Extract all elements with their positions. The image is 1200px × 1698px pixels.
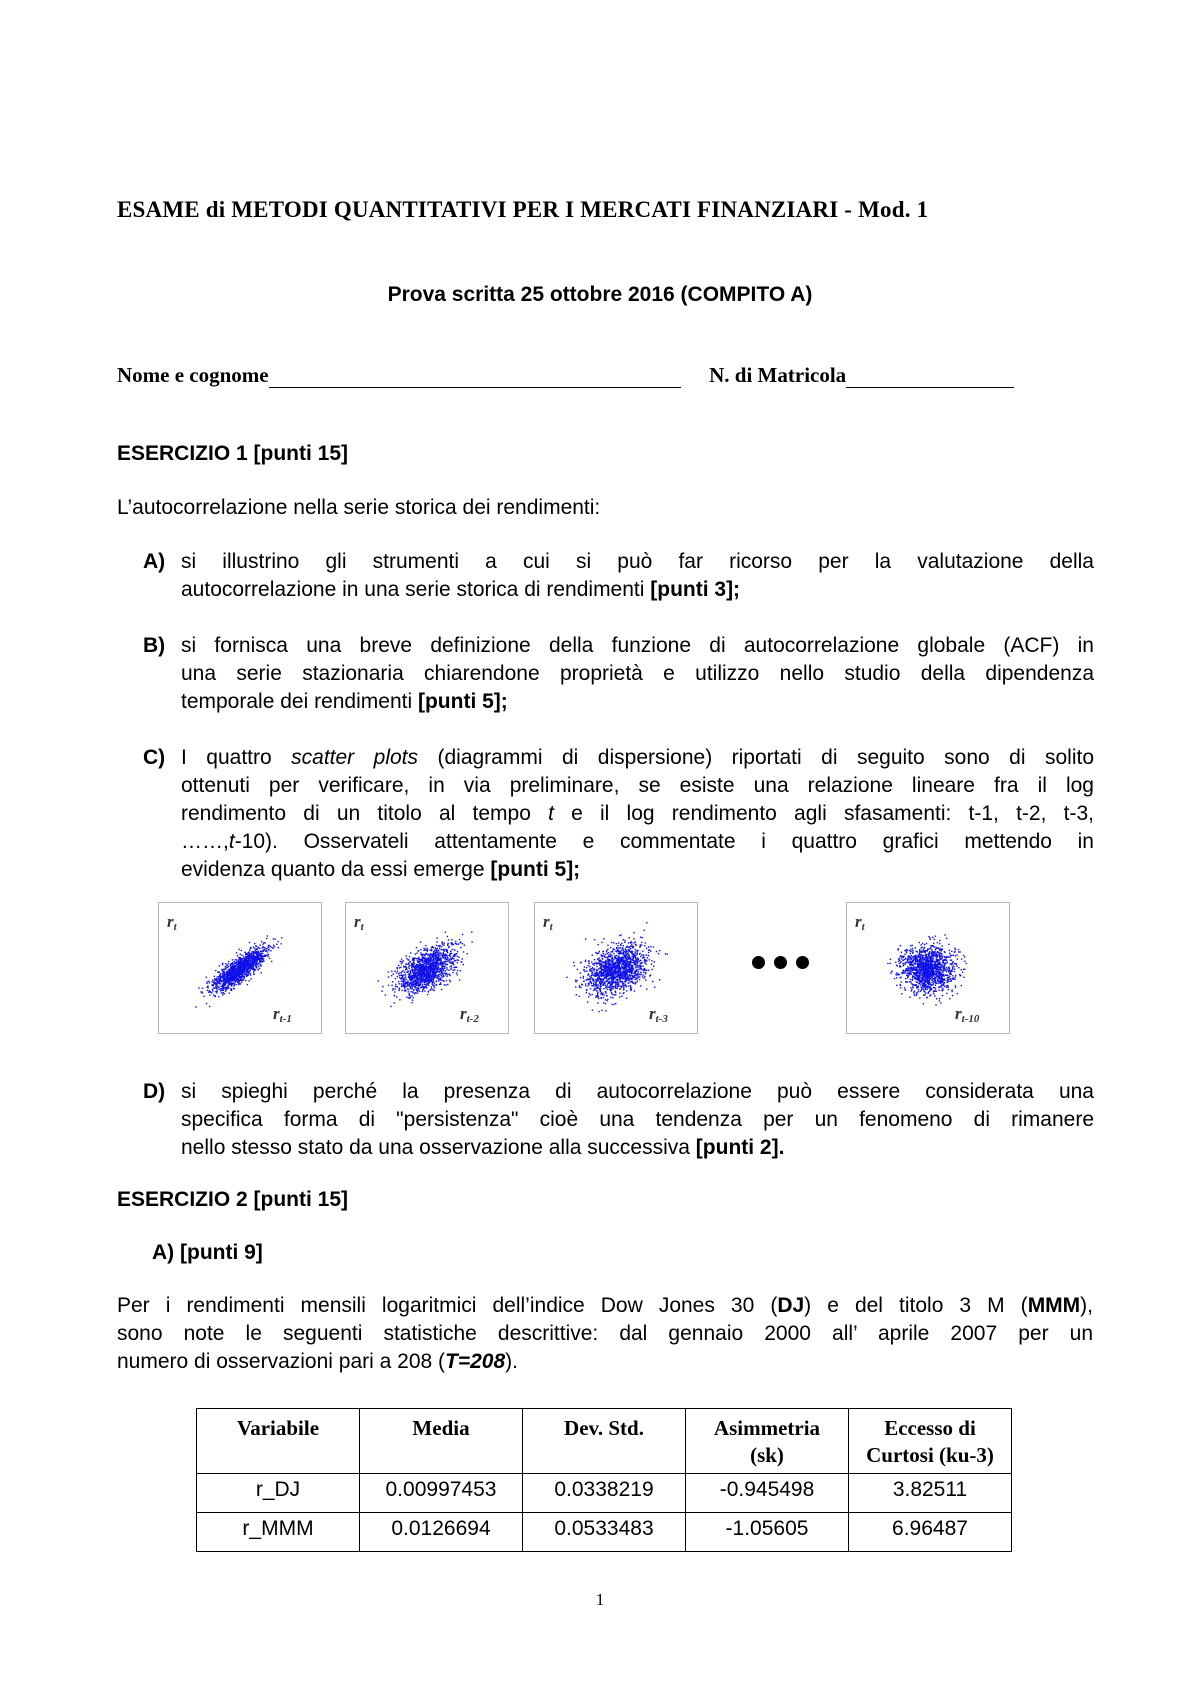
statistics-table: [196, 1408, 1012, 1552]
table-header-cell: Asimmetria (sk): [686, 1409, 849, 1474]
item-d-label: D): [143, 1080, 166, 1103]
x-axis-label: rt-2: [460, 1004, 479, 1025]
table-cell: 0.00997453: [360, 1474, 523, 1513]
scatter-points: [378, 932, 473, 1008]
exam-subtitle: Prova scritta 25 ottobre 2016 (COMPITO A): [387, 283, 813, 306]
item-d-line2: specifica forma di "persistenza" cioè una tendenza per un fenomeno di rimanere: [181, 1108, 1094, 1131]
page-number: 1: [595, 1590, 605, 1609]
exercise-2-sub-a: A) [punti 9]: [152, 1241, 263, 1264]
table-row: [197, 1513, 1012, 1552]
table-cell: 0.0533483: [523, 1513, 686, 1552]
scatter-points: [566, 922, 668, 1012]
scatter-points: [887, 934, 967, 1005]
table-row: [197, 1474, 1012, 1513]
scatter-plots-figure: [158, 902, 1038, 1062]
table-cell: 0.0126694: [360, 1513, 523, 1552]
paragraph-text: ).: [505, 1350, 518, 1373]
exercise-1-item-c: [143, 744, 1094, 884]
scatter-plot-lag-1: [158, 902, 322, 1034]
matricola-input-line[interactable]: [846, 365, 1014, 388]
y-axis-label: rt: [167, 912, 177, 933]
name-input-line[interactable]: [269, 365, 681, 388]
y-axis-label: rt: [543, 912, 553, 933]
table-cell: r_MMM: [197, 1513, 360, 1552]
paragraph-text: Per i rendimenti mensili logaritmici dell’indice Dow Jones 30 (: [117, 1294, 778, 1317]
item-c-line5: evidenza quanto da essi emerge: [181, 858, 491, 881]
paragraph-line2: sono note le seguenti statistiche descrittive: dal gennaio 2000 all’ aprile 2007 per un: [117, 1322, 1093, 1345]
exercise-1-item-b: [143, 632, 1094, 716]
item-c-lags: t-1, t-2, t-3,: [968, 802, 1094, 825]
item-c-t-symbol: t: [228, 830, 235, 853]
item-c-label: C): [143, 746, 166, 769]
table-cell: -1.05605: [686, 1513, 849, 1552]
x-axis-label: rt-10: [955, 1004, 980, 1025]
table-header-cell: Media: [360, 1409, 523, 1474]
scatter-plot-lag-2: [345, 902, 509, 1034]
dj-symbol: DJ: [777, 1294, 805, 1317]
exercise-2-paragraph: [117, 1292, 1093, 1376]
x-axis-label: rt-1: [273, 1004, 292, 1025]
x-axis-label: rt-3: [649, 1004, 668, 1025]
scatter-points: [195, 935, 282, 1007]
exercise-1-heading: ESERCIZIO 1 [punti 15]: [117, 442, 349, 465]
item-b-line1: si fornisca una breve definizione della funzione di autocorrelazione globale (ACF) in: [181, 634, 1094, 657]
matricola-label: N. di Matricola: [709, 363, 847, 387]
exam-title: ESAME di METODI QUANTITATIVI PER I MERCATI FINANZIARI - Mod. 1: [117, 197, 929, 222]
table-cell: -0.945498: [686, 1474, 849, 1513]
table-header-row: [197, 1409, 1012, 1474]
item-c-points: [punti 5];: [490, 858, 581, 881]
table-header-cell: Variabile: [197, 1409, 360, 1474]
table-cell: 6.96487: [849, 1513, 1012, 1552]
item-b-label: B): [143, 634, 166, 657]
name-row: [117, 363, 1057, 393]
y-axis-label: rt: [855, 912, 865, 933]
item-b-line2: una serie stazionaria chiarendone proprietà e utilizzo nello studio della dipendenza: [181, 662, 1094, 685]
item-c-line2: ottenuti per verificare, in via preliminare, se esiste una relazione lineare fra il log: [181, 774, 1094, 797]
exercise-1-intro: L’autocorrelazione nella serie storica dei rendimenti:: [117, 496, 601, 519]
item-a-label: A): [143, 550, 166, 573]
item-d-line1: si spieghi perché la presenza di autocorrelazione può essere considerata una: [181, 1080, 1094, 1103]
table-cell: 0.0338219: [523, 1474, 686, 1513]
item-c-text: -10). Osservateli attentamente e commentate i quattro grafici mettendo in: [234, 830, 1094, 853]
item-a-points: [punti 3];: [650, 578, 741, 601]
item-c-emphasis: scatter plots: [291, 746, 419, 769]
table-header-cell: Eccesso di Curtosi (ku-3): [849, 1409, 1012, 1474]
item-a-line2: autocorrelazione in una serie storica di rendimenti: [181, 578, 651, 601]
item-c-text: rendimento di un titolo al tempo: [181, 802, 549, 825]
item-c-text: (diagrammi di dispersione) riportati di seguito sono di solito: [418, 746, 1094, 769]
item-c-text: e il log rendimento agli sfasamenti:: [553, 802, 969, 825]
table-cell: 3.82511: [849, 1474, 1012, 1513]
y-axis-label: rt: [354, 912, 364, 933]
item-a-line1: si illustrino gli strumenti a cui si può far ricorso per la valutazione della: [181, 550, 1094, 573]
item-d-line3: nello stesso stato da una osservazione alla successiva: [181, 1136, 696, 1159]
paragraph-text: ) e del titolo 3 M (: [804, 1294, 1028, 1317]
item-c-text: I quattro: [181, 746, 292, 769]
item-d-points: [punti 2].: [695, 1136, 785, 1159]
scatter-plot-lag-3: [534, 902, 698, 1034]
exercise-1-item-a: [143, 548, 1094, 604]
exercise-1-item-d: [143, 1078, 1094, 1162]
paragraph-text: ),: [1080, 1294, 1093, 1317]
scatter-plot-lag-10: [846, 902, 1010, 1034]
item-c-t-symbol: t: [548, 802, 554, 825]
paragraph-text: numero di osservazioni pari a 208 (: [117, 1350, 446, 1373]
name-label: Nome e cognome: [117, 363, 269, 387]
table-cell: r_DJ: [197, 1474, 360, 1513]
table-header-cell: Dev. Std.: [523, 1409, 686, 1474]
exercise-2-heading: ESERCIZIO 2 [punti 15]: [117, 1188, 349, 1211]
item-b-points: [punti 5];: [417, 690, 508, 713]
item-c-text: ……,: [181, 830, 229, 853]
item-b-line3: temporale dei rendimenti: [181, 690, 418, 713]
mmm-symbol: MMM: [1027, 1294, 1081, 1317]
t-value: T=208: [445, 1350, 506, 1373]
